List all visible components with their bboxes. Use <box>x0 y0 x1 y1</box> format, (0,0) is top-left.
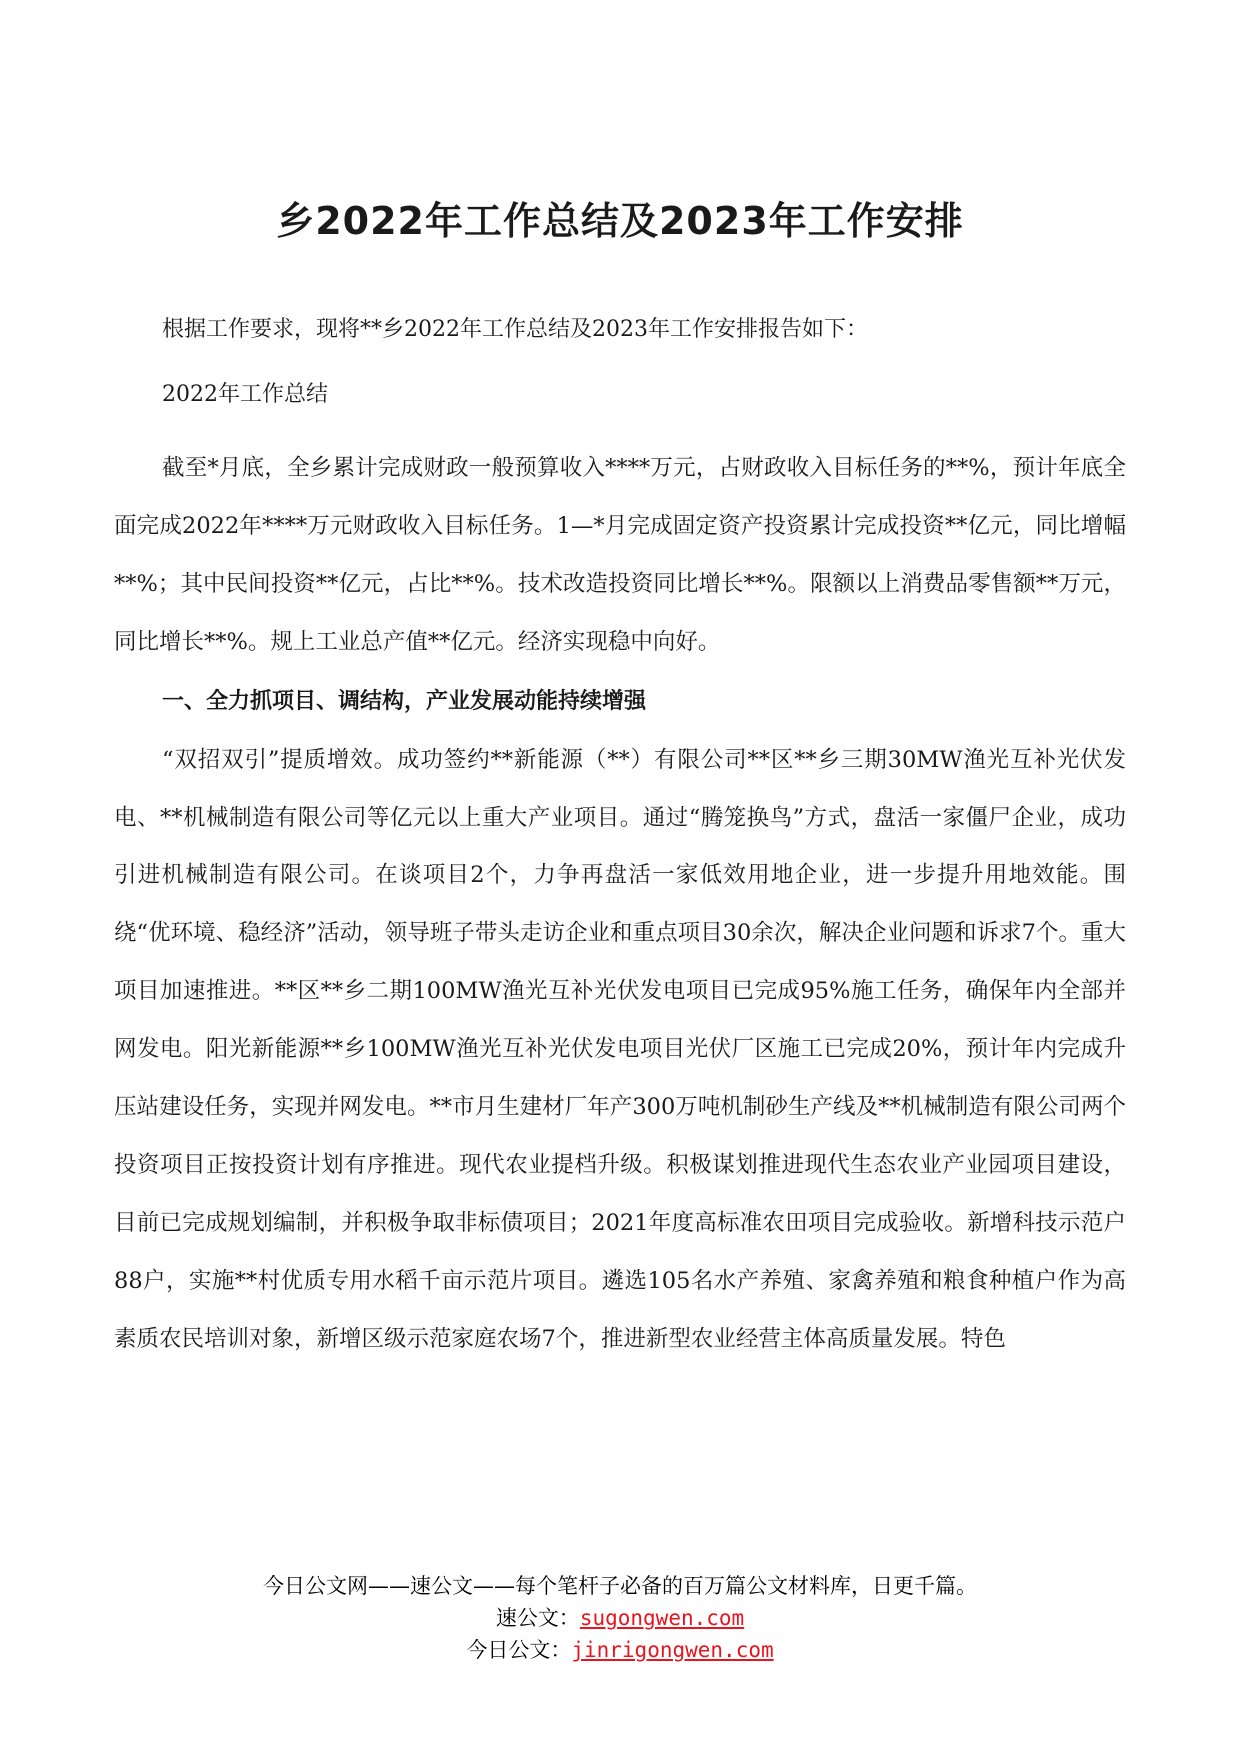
subtitle-paragraph: 2022年工作总结 <box>162 382 328 407</box>
footer <box>0 1570 1240 1666</box>
footer-jinrigongwen-label: 今日公文： <box>466 1638 572 1662</box>
document-body <box>114 310 1126 1369</box>
sugongwen-link[interactable]: sugongwen.com <box>579 1606 745 1630</box>
footer-sugongwen <box>0 1602 1240 1634</box>
intro-paragraph: 根据工作要求，现将**乡2022年工作总结及2023年工作安排报告如下： <box>162 317 868 342</box>
footer-slogan: 今日公文网——速公文——每个笔杆子必备的百万篇公文材料库，日更千篇。 <box>263 1574 977 1598</box>
page-title: 乡2022年工作总结及2023年工作安排 <box>276 199 964 243</box>
footer-jinrigongwen <box>0 1634 1240 1666</box>
summary-paragraph: 截至*月底，全乡累计完成财政一般预算收入****万元，占财政收入目标任务的**%，预计年底全面完成2022年****万元财政收入目标任务。1—*月完成固定资产投资累计完成投资**亿元，同比增幅**%；其中民间投资**亿元，占比**%。技术改造投资同比增长**%。限额以上消费品零售额**万元，同比增长**%。规上工业总产值**亿元。经济实现稳中向好。 <box>114 455 1126 655</box>
section-one-heading: 一、全力抓项目、调结构，产业发展动能持续增强 <box>162 688 647 714</box>
section-one-body: “双招双引”提质增效。成功签约**新能源（**）有限公司**区**乡三期30MW渔光互补光伏发电、**机械制造有限公司等亿元以上重大产业项目。通过“腾笼换鸟”方式，盘活一家僵尸企业，成功引进机械制造有限公司。在谈项目2个，力争再盘活一家低效用地企业，进一步提升用地效能。围绕“优环境、稳经济”活动，领导班子带头走访企业和重点项目30余次，解决企业问题和诉求7个。重大项目加速推进。**区**乡二期100MW渔光互补光伏发电项目已完成95%施工任务，确保年内全部并网发电。阳光新能源**乡100MW渔光互补光伏发电项目光伏厂区施工已完成20%，预计年内完成升压站建设任务，实现并网发电。**市月生建材厂年产300万吨机制砂生产线及**机械制造有限公司两个投资项目正按投资计划有序推进。现代农业提档升级。积极谋划推进现代生态农业产业园项目建设，目前已完成规划编制，并积极争取非标债项目；2021年度高标准农田项目完成验收。新增科技示范户88户，实施**村优质专用水稻千亩示范片项目。遴选105名水产养殖、家禽养殖和粮食种植户作为高素质农民培训对象，新增区级示范家庭农场7个，推进新型农业经营主体高质量发展。特色 <box>114 746 1126 1352</box>
jinrigongwen-link[interactable]: jinrigongwen.com <box>571 1638 774 1662</box>
footer-sugongwen-label: 速公文： <box>495 1606 580 1630</box>
